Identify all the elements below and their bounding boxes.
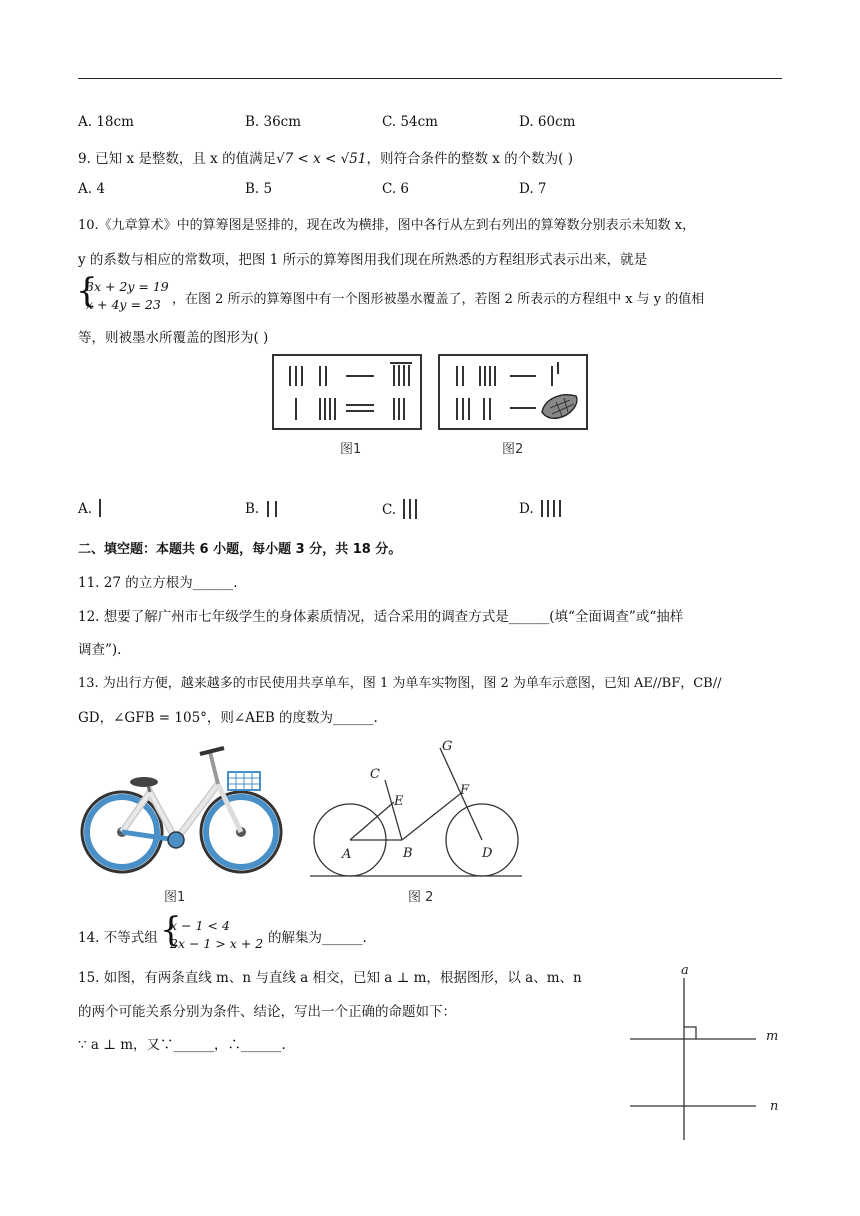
q10-eq2: x + 4y = 23	[86, 297, 161, 312]
rod-two-icon	[264, 498, 282, 518]
line-n-label: n	[770, 1099, 779, 1114]
fig2-box	[439, 355, 587, 429]
bike-fig2-caption: 图 2	[408, 890, 434, 905]
q9-option-c: C. 6	[382, 181, 410, 197]
q8-option-c: C. 54cm	[382, 114, 438, 130]
q9-stem-end: ，则符合条件的整数 x 的个数为( )	[366, 151, 573, 167]
point-c-label: C	[370, 767, 380, 782]
counting-rod-figures	[270, 352, 590, 432]
point-g-label: G	[442, 739, 453, 754]
header-rule	[78, 78, 782, 79]
line-a-label: a	[681, 963, 689, 978]
q15-line2: 的两个可能关系分别为条件、结论，写出一个正确的命题如下：	[78, 1004, 456, 1020]
bicycle-photo	[78, 742, 286, 882]
q9-option-a: A. 4	[78, 181, 105, 197]
q15-line3: ∵ a ⊥ m，又∵______，∴______.	[78, 1037, 286, 1053]
fig2-caption: 图2	[502, 442, 524, 457]
q10-line3: ，在图 2 所示的算筹图中有一个图形被墨水覆盖了，若图 2 所表示的方程组中 x 与 y 的值相	[172, 292, 705, 307]
q14-prefix: 14. 不等式组	[78, 930, 158, 946]
q12-line1: 12. 想要了解广州市七年级学生的身体素质情况，适合采用的调查方式是______(填“全面调查”或“抽样	[78, 609, 684, 625]
bicycle-schematic	[306, 736, 526, 884]
q10-option-b: B.	[245, 498, 282, 518]
point-e-label: E	[394, 794, 404, 809]
point-b-label: B	[403, 846, 413, 861]
q10-eq1: 3x + 2y = 19	[86, 279, 169, 294]
q10-option-a: A.	[78, 498, 106, 518]
q10-option-d: D.	[519, 498, 564, 518]
bike-fig1-caption: 图1	[164, 890, 186, 905]
q10-brace: {	[76, 271, 98, 311]
q14-suffix: 的解集为______.	[268, 930, 367, 946]
q8-option-d: D. 60cm	[519, 114, 576, 130]
q9-option-b: B. 5	[245, 181, 273, 197]
q8-option-b: B. 36cm	[245, 114, 302, 130]
rod-four-icon	[538, 498, 564, 518]
q13-line1: 13. 为出行方便，越来越多的市民使用共享单车，图 1 为单车实物图，图 2 为单车示意图，已知 AE//BF，CB//	[78, 676, 722, 691]
q8-option-a: A. 18cm	[78, 114, 134, 130]
rod-one-icon	[96, 498, 106, 518]
q13-line2: GD，∠GFB = 105°，则∠AEB 的度数为______.	[78, 710, 378, 726]
q14-brace: {	[160, 910, 182, 950]
q10-line2: y 的系数与相应的常数项，把图 1 所示的算筹图用我们现在所熟悉的方程组形式表示出来，就是	[78, 252, 648, 268]
point-f-label: F	[460, 783, 470, 798]
q9-stem-start: 9. 已知 x 是整数，且 x 的值满足	[78, 151, 277, 167]
q12-line2: 调查”).	[78, 642, 122, 658]
lines-figure	[626, 960, 786, 1144]
point-d-label: D	[482, 846, 493, 861]
point-a-label: A	[342, 847, 352, 862]
q14-eq2: 2x − 1 > x + 2	[170, 936, 264, 951]
q10-option-c: C.	[382, 498, 420, 520]
ink-blot-icon	[542, 395, 577, 419]
q9-option-d: D. 7	[519, 181, 547, 197]
q14-eq1: x − 1 < 4	[170, 918, 230, 933]
rod-three-icon	[400, 498, 420, 520]
q10-line4: 等，则被墨水所覆盖的图形为( )	[78, 330, 269, 346]
q10-line1: 10.《九章算术》中的算筹图是竖排的，现在改为横排，图中各行从左到右列出的算筹数分别表示未知数 x，	[78, 218, 696, 233]
q9-math: √7 < x < √51	[276, 151, 367, 167]
q11-text: 11. 27 的立方根为______.	[78, 575, 238, 591]
q9-stem	[78, 147, 573, 167]
fig1-caption: 图1	[340, 442, 362, 457]
q15-line1: 15. 如图，有两条直线 m、n 与直线 a 相交，已知 a ⊥ m，根据图形，以 a、m、n	[78, 970, 582, 986]
line-m-label: m	[766, 1029, 779, 1044]
section-heading: 二、填空题：本题共 6 小题，每小题 3 分，共 18 分。	[78, 542, 402, 557]
